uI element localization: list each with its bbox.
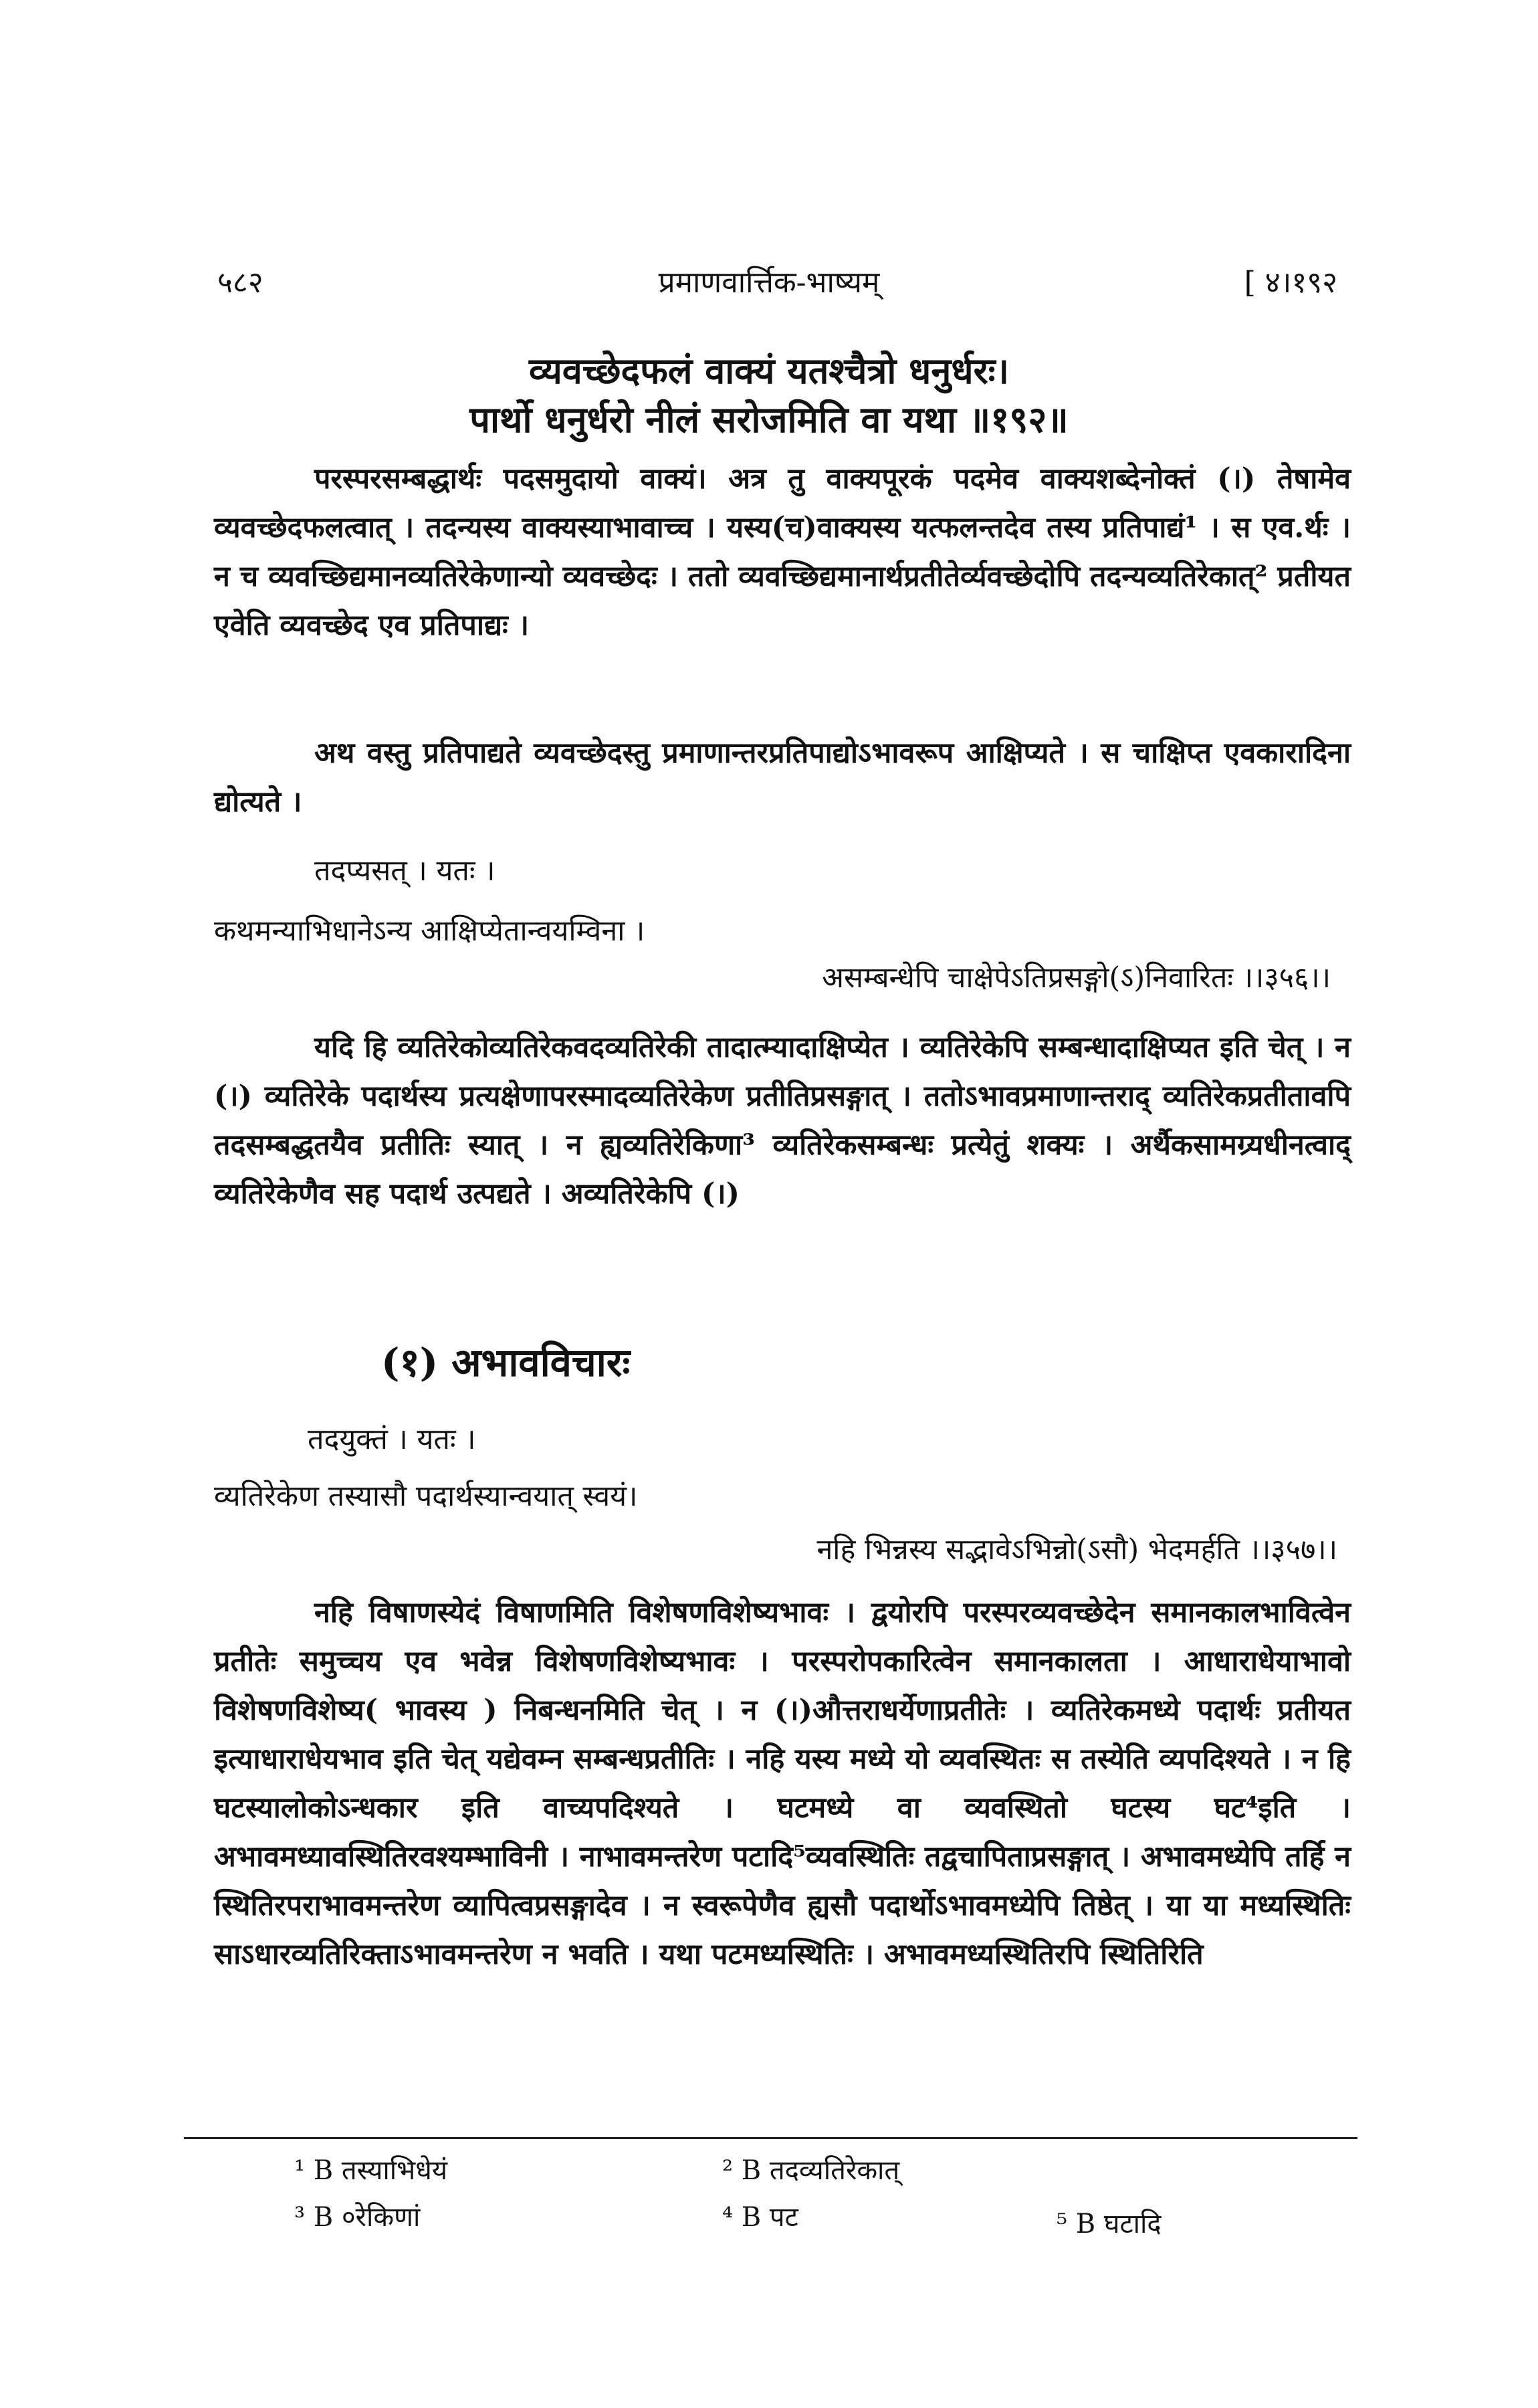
footnote-2	[722, 2150, 899, 2187]
karika-357-line-1: व्यतिरेकेण तस्यासौ पदार्थस्यान्वयात् स्वयं।	[214, 1480, 638, 1513]
footnote-marker: ¹	[294, 2155, 306, 2186]
footnote-text: B ०रेकिणां	[313, 2202, 421, 2233]
karika-357-line-2: नहि भिन्नस्य सद्भावेऽभिन्नो(ऽसौ) भेदमर्हति ।।३५७।।	[816, 1533, 1337, 1567]
footnote-4	[722, 2197, 798, 2234]
objection-text: तदप्यसत् । यतः ।	[314, 854, 496, 888]
reply-text: तदयुक्तं । यतः ।	[308, 1423, 476, 1456]
footnote-text: B तदव्यतिरेकात्	[741, 2155, 900, 2186]
footnote-marker: ⁵	[1057, 2209, 1068, 2239]
footnote-text: B पट	[741, 2202, 798, 2233]
section-heading: (१) अभावविचारः	[381, 1340, 631, 1385]
commentary-paragraph-4: नहि विषाणस्येदं विषाणमिति विशेषणविशेष्यभावः । द्वयोरपि परस्परव्यवच्छेदेन समानकालभावित्वेन प्रतीतेः समुच्चय एव भवेन्न विशेषणविशेष्यभावः । परस्परोपकारित्वेन समानकालता । आधाराधेयाभावो विशेषणविशेष्य( भावस्य ) निबन्धनमिति चेत् । न (।)औत्तराधर्येणाप्रतीतेः । व्यतिरेकमध्ये पदार्थः प्रतीयत इत्याधाराधेयभाव इति चेत् यद्येवम्न सम्बन्धप्रतीतिः । नहि यस्य मध्ये यो व्यवस्थितः स तस्येति व्यपदिश्यते । न हि घटस्यालोकोऽन्धकार इति वाच्यपदिश्यते । घटमध्ये वा व्यवस्थितो घटस्य घट⁴इति । अभावमध्यावस्थितिरवश्यम्भाविनी । नाभावमन्तरेण पटादि⁵व्यवस्थितिः तद्वचापिताप्रसङ्गात् । अभावमध्येपि तर्हि न स्थितिरपराभावमन्तरेण व्यापित्वप्रसङ्गादेव । न स्वरूपेणैव ह्यसौ पदार्थोऽभावमध्येपि तिष्ठेत् । या या मध्यस्थितिः साऽधारव्यतिरिक्ताऽभावमन्तरेण न भवति । यथा पटमध्यस्थितिः । अभावमध्यस्थितिरपि स्थितिरिति	[214, 1596, 1351, 1971]
footnote-1	[294, 2150, 447, 2187]
verse-line-1: व्यवच्छेदफलं वाक्यं यतश्चैत्रो धनुर्धरः।	[528, 349, 1010, 392]
commentary-paragraph-2: अथ वस्तु प्रतिपाद्यते व्यवच्छेदस्तु प्रमाणान्तरप्रतिपाद्योऽभावरूप आक्षिप्यते । स चाक्षिप्त एवकारादिना द्योत्यते ।	[214, 736, 1351, 819]
footnote-text: B घटादि	[1075, 2209, 1162, 2239]
footnote-divider	[184, 2137, 1357, 2139]
commentary-paragraph-3: यदि हि व्यतिरेकोव्यतिरेकवदव्यतिरेकी तादात्म्यादाक्षिप्येत । व्यतिरेकेपि सम्बन्धादाक्षिप्यत इति चेत् । न (।) व्यतिरेके पदार्थस्य प्रत्यक्षेणापरस्मादव्यतिरेकेण प्रतीतिप्रसङ्गात् । ततोऽभावप्रमाणान्तराद् व्यतिरेकप्रतीतावपि तदसम्बद्धतयैव प्रतीतिः स्यात् । न ह्यव्यतिरेकिणा³ व्यतिरेकसम्बन्धः प्रत्येतुं शक्यः । अर्थैकसामग्र्यधीनत्वाद् व्यतिरेकेणैव सह पदार्थ उत्पद्यते । अव्यतिरेकेपि (।)	[214, 1031, 1351, 1211]
section-reference: [ ४।१९२	[1244, 266, 1337, 300]
footnote-marker: ²	[722, 2155, 734, 2186]
commentary-paragraph-1: परस्परसम्बद्धार्थः पदसमुदायो वाक्यं। अत्र तु वाक्यपूरकं पदमेव वाक्यशब्देनोक्तं (।) तेषामेव व्यवच्छेदफलत्वात् । तदन्यस्य वाक्यस्याभावाच्च । यस्य(च)वाक्यस्य यत्फलन्तदेव तस्य प्रतिपाद्यं¹ । स एव.र्थः । न च व्यवच्छिद्यमानव्यतिरेकेणान्यो व्यवच्छेदः । ततो व्यवच्छिद्यमानार्थप्रतीतेर्व्यवच्छेदोपि तदन्यव्यतिरेकात्² प्रतीयत एवेति व्यवच्छेद एव प्रतिपाद्यः ।	[214, 462, 1351, 642]
footnote-5	[1057, 2204, 1162, 2241]
verse-line-2: पार्थो धनुर्धरो नीलं सरोजमिति वा यथा ॥१९२॥	[469, 398, 1069, 441]
karika-356-line-2: असम्बन्धेपि चाक्षेपेऽतिप्रसङ्गो(ऽ)निवारितः ।।३५६।।	[822, 961, 1331, 995]
footnote-marker: ⁴	[722, 2202, 734, 2233]
footnote-text: B तस्याभिधेयं	[313, 2155, 448, 2186]
page-number: ५८२	[217, 266, 263, 300]
karika-356-line-1: कथमन्याभिधानेऽन्य आक्षिप्येतान्वयम्विना ।	[214, 914, 645, 948]
footnote-3	[294, 2197, 420, 2234]
footnote-marker: ³	[294, 2202, 306, 2233]
running-title: प्रमाणवार्त्तिक-भाष्यम्	[658, 266, 880, 300]
